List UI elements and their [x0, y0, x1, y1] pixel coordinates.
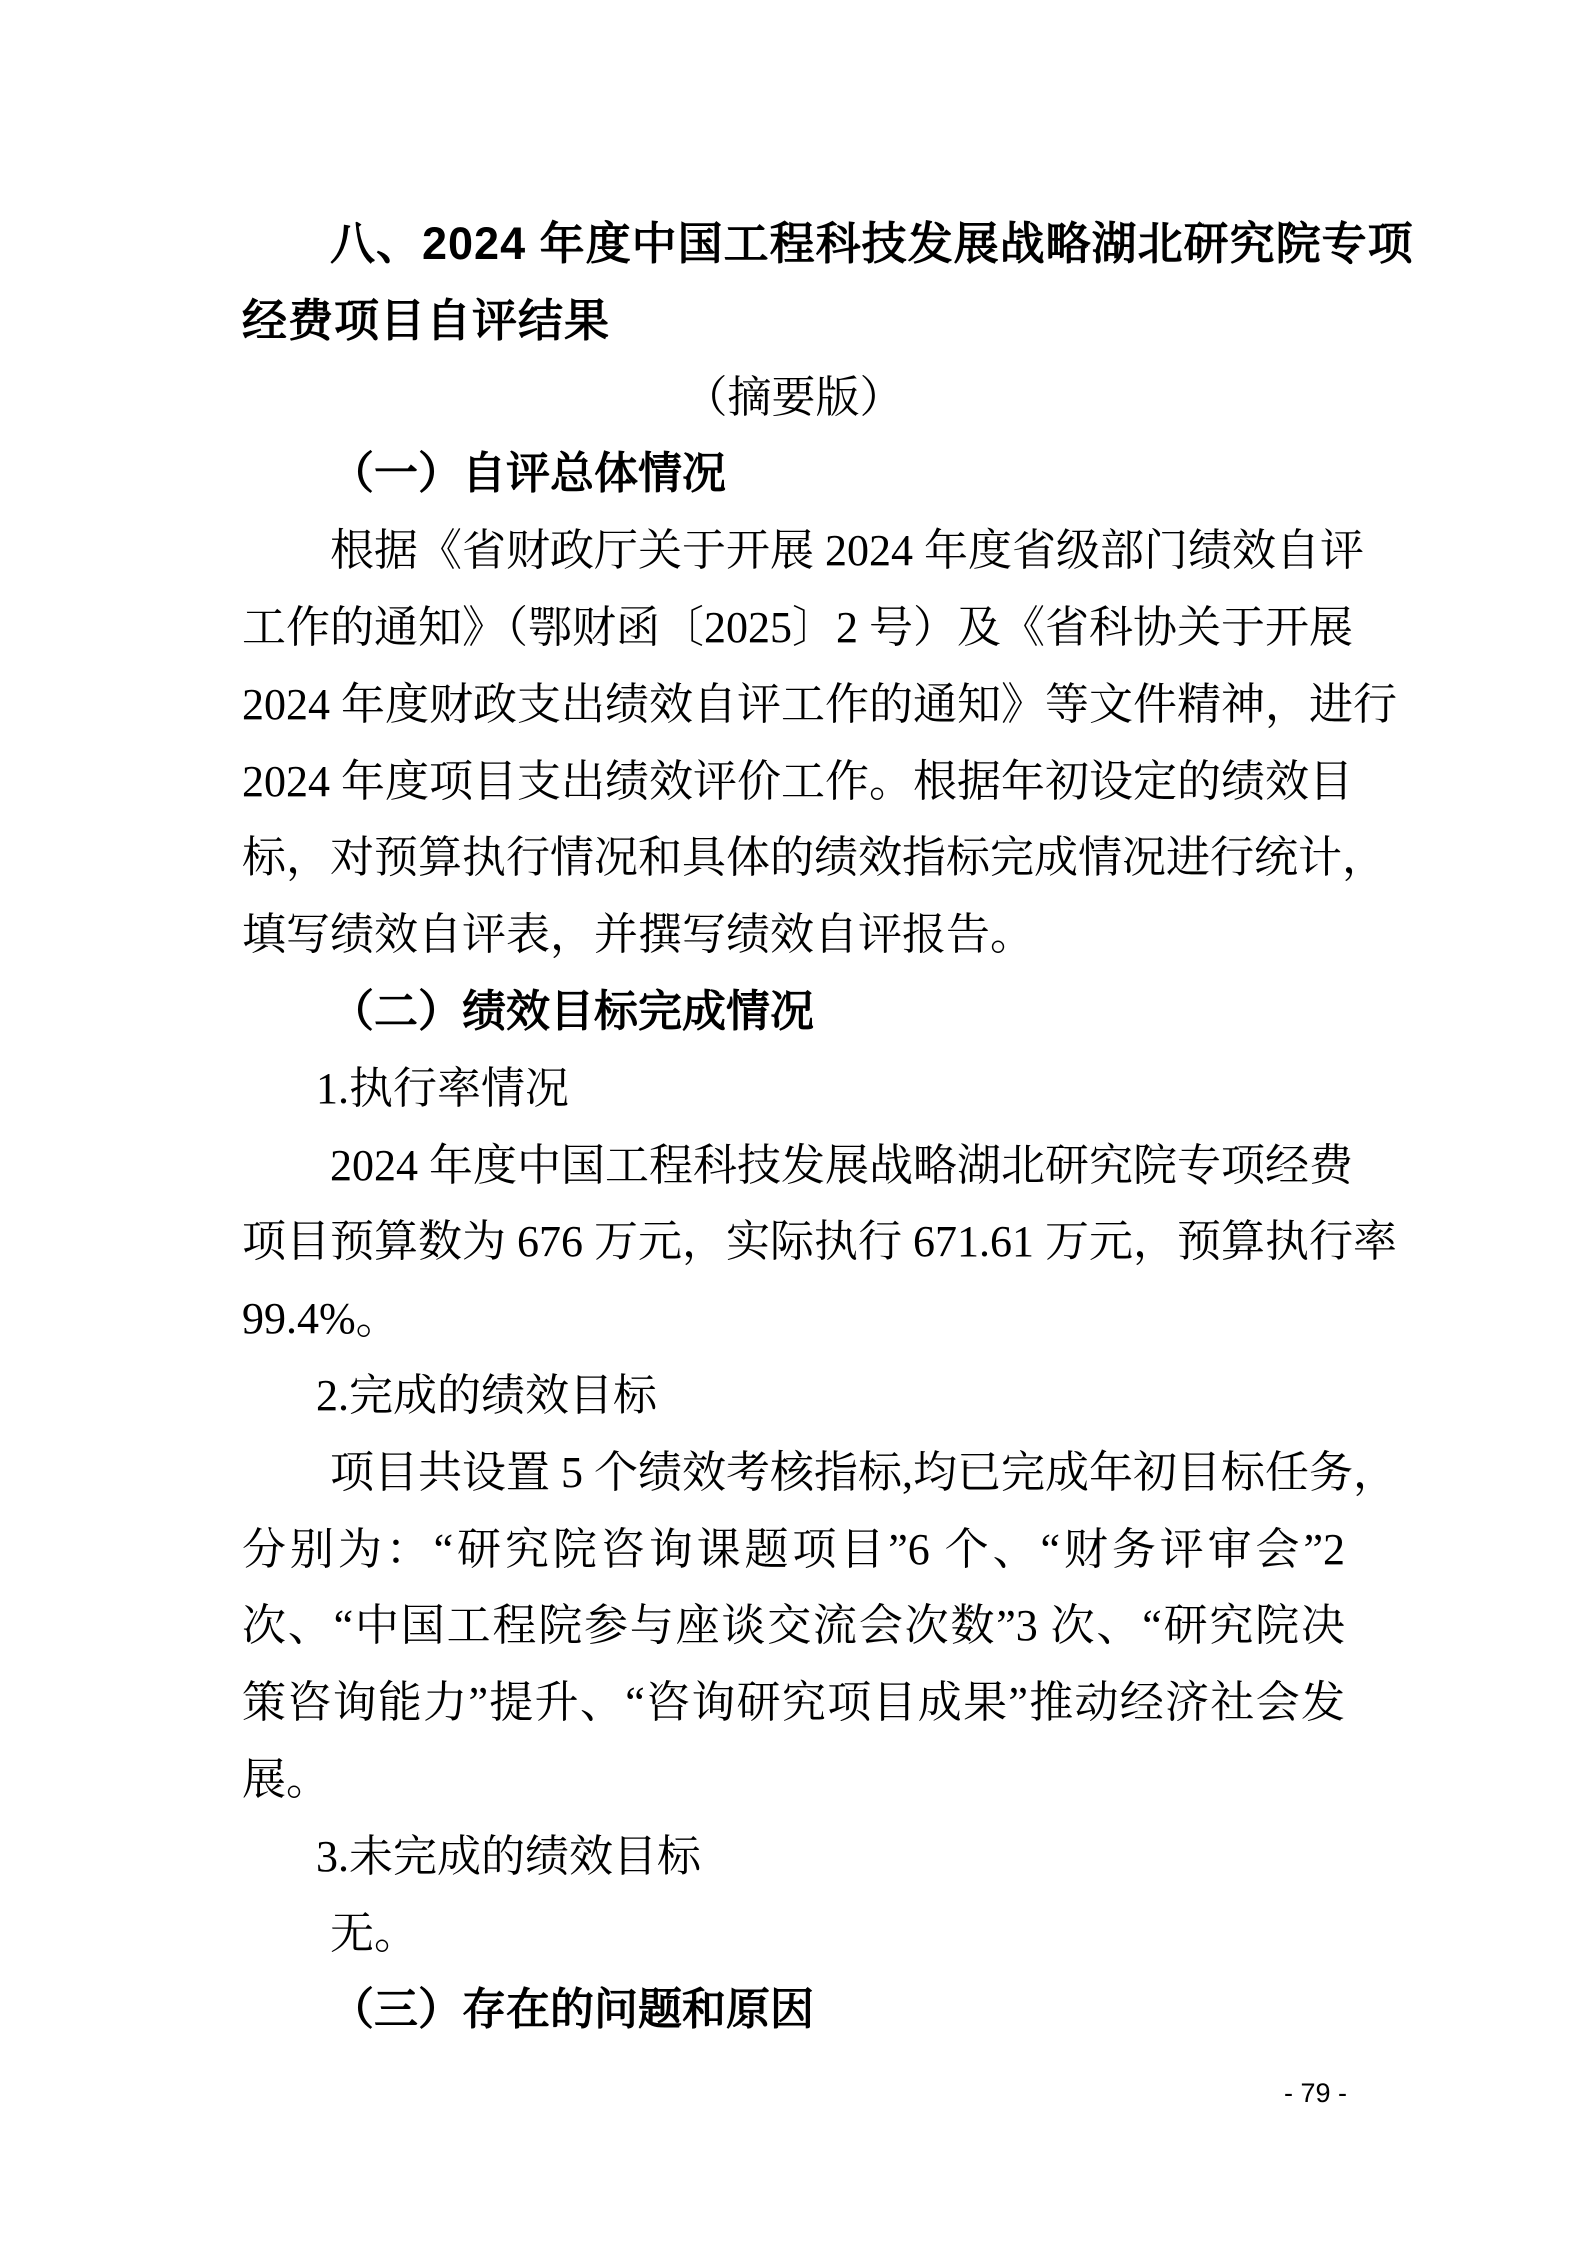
- document-title-line-2: 经费项目自评结果: [242, 294, 611, 346]
- body-text-line: 项目共设置 5 个绩效考核指标,均已完成年初目标任务，: [330, 1447, 1397, 1497]
- subitem-heading-2: 2.完成的绩效目标: [316, 1370, 657, 1420]
- body-text-line: 填写绩效自评表，并撰写绩效自评报告。: [242, 910, 1034, 960]
- document-subtitle: （摘要版）: [683, 372, 904, 422]
- body-text-line: 根据《省财政厅关于开展 2024 年度省级部门绩效自评: [330, 526, 1364, 576]
- body-text-line: 工作的通知》（鄂财函〔2025〕2 号）及《省科协关于开展: [242, 602, 1353, 652]
- body-text-line: 策咨询能力”提升、“咨询研究项目成果”推动经济社会发: [242, 1678, 1345, 1728]
- subitem-heading-3: 3.未完成的绩效目标: [316, 1831, 701, 1881]
- body-text-line: 2024 年度财政支出绩效自评工作的通知》等文件精神，进行: [242, 679, 1397, 729]
- page-number: - 79 -: [1283, 2078, 1347, 2108]
- body-text-line: 2024 年度项目支出绩效评价工作。根据年初设定的绩效目: [242, 756, 1353, 806]
- section-heading-2: （二）绩效目标完成情况: [330, 986, 814, 1036]
- body-text-line: 项目预算数为 676 万元，实际执行 671.61 万元，预算执行率: [242, 1217, 1397, 1267]
- document-title-line-1: 八、2024 年度中国工程科技发展战略湖北研究院专项: [330, 218, 1414, 269]
- section-heading-3: （三）存在的问题和原因: [330, 1985, 814, 2035]
- body-text-line: 2024 年度中国工程科技发展战略湖北研究院专项经费: [330, 1140, 1353, 1190]
- subitem-heading-1: 1.执行率情况: [316, 1063, 569, 1113]
- page-content: [242, 206, 1414, 2049]
- body-text-line: 无。: [330, 1908, 418, 1958]
- body-text-line: 次、“中国工程院参与座谈交流会次数”3 次、“研究院决: [242, 1601, 1345, 1651]
- body-text-line: 标，对预算执行情况和具体的绩效指标完成情况进行统计，: [242, 833, 1386, 883]
- section-heading-1: （一）自评总体情况: [330, 449, 726, 499]
- body-text-line: 展。: [242, 1754, 330, 1804]
- body-text-line: 分别为：“研究院咨询课题项目”6 个、“财务评审会”2: [242, 1524, 1345, 1574]
- body-text-line: 99.4%。: [242, 1294, 400, 1344]
